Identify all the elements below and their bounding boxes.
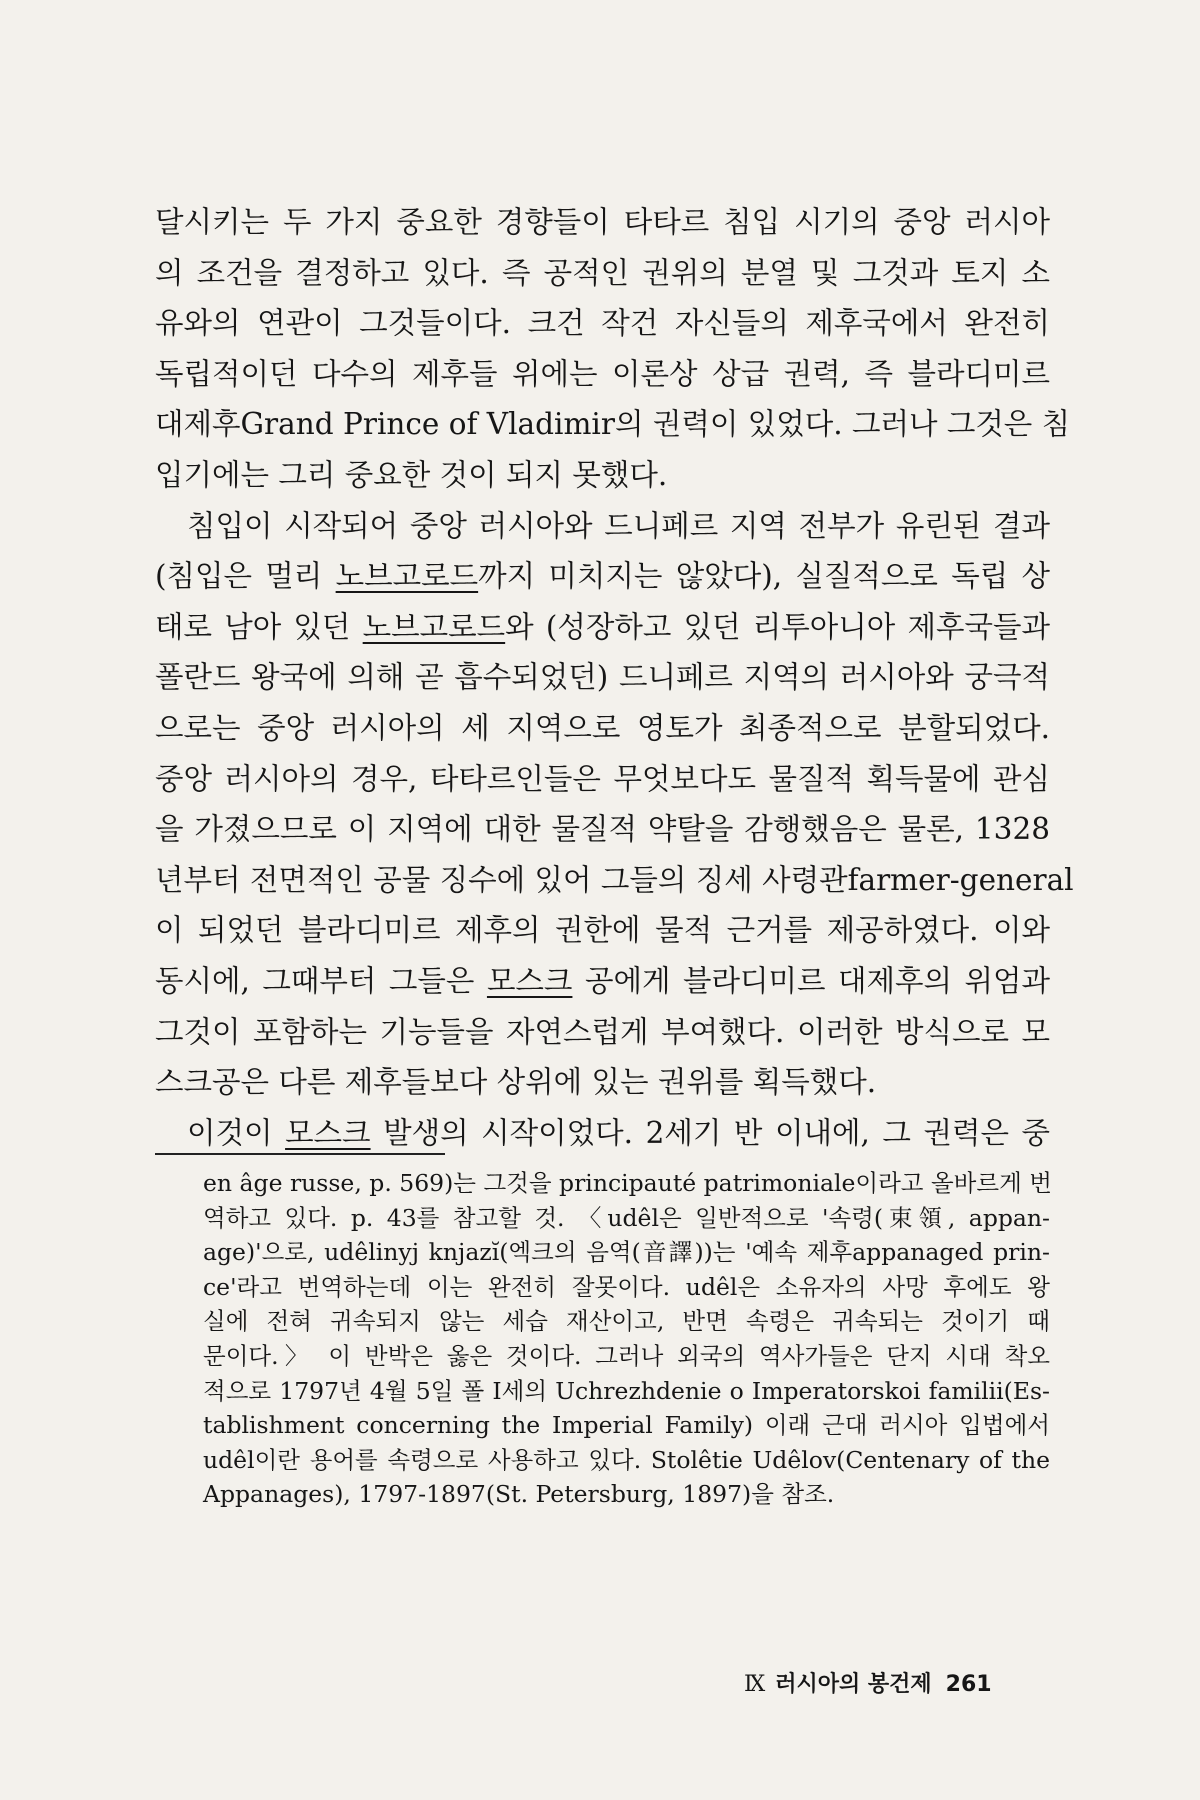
body-line: 의 조건을 결정하고 있다. 즉 공적인 권위의 분열 및 그것과 토지 소 xyxy=(155,255,1050,290)
body-line: 대제후Grand Prince of Vladimir의 권력이 있었다. 그러나 그것은 침 xyxy=(155,407,1071,442)
body-line: 그것이 포함하는 기능들을 자연스럽게 부여했다. 이러한 방식으로 모 xyxy=(155,1014,1050,1049)
body-line: 스크공은 다른 제후들보다 상위에 있는 권위를 획득했다. xyxy=(155,1065,877,1100)
body-line: 독립적이던 다수의 제후들 위에는 이론상 상급 권력, 즉 블라디미르 xyxy=(155,356,1050,391)
underlined-place-name: 모스크 xyxy=(285,1115,371,1150)
body-line: 으로는 중앙 러시아의 세 지역으로 영토가 최종적으로 분할되었다. xyxy=(155,710,1050,745)
footnote-block xyxy=(203,1166,1050,1512)
underlined-place-name: 노브고로드 xyxy=(362,609,506,644)
footnote-line: age)'으로, udêlinyj knjazĭ(엑크의 음역(音譯))는 '예속 제후appanaged prin- xyxy=(203,1238,1050,1267)
body-line xyxy=(155,1108,1050,1159)
body-line: 년부터 전면적인 공물 징수에 있어 그들의 징세 사령관farmer-general xyxy=(155,862,1074,897)
footnote-line: 실에 전혀 귀속되지 않는 세습 재산이고, 반면 속령은 귀속되는 것이기 때 xyxy=(203,1307,1050,1336)
body-line: 침입이 시작되어 중앙 러시아와 드니페르 지역 전부가 유린된 결과 xyxy=(187,508,1050,543)
chapter-title: 러시아의 봉건제 xyxy=(775,1672,932,1697)
footnote-divider xyxy=(155,1153,445,1155)
footnote-line: 역하고 있다. p. 43를 참고할 것. 〈udêl은 일반적으로 '속령(束領, appan- xyxy=(203,1203,1050,1232)
running-footer xyxy=(744,1667,992,1698)
footnote-line: 적으로 1797년 4월 5일 폴 I세의 Uchrezhdenie o Imperatorskoi familii(Es- xyxy=(203,1376,1050,1405)
body-line xyxy=(155,602,1050,653)
body-line: 폴란드 왕국에 의해 곧 흡수되었던) 드니페르 지역의 러시아와 궁극적 xyxy=(155,660,1050,695)
body-line xyxy=(155,956,1050,1007)
text-run: 태로 남아 있던 xyxy=(155,609,363,644)
underlined-place-name: 노브고로드 xyxy=(335,559,479,594)
body-line: 입기에는 그리 중요한 것이 되지 못했다. xyxy=(155,457,668,492)
text-run: 공에게 블라디미르 대제후의 위엄과 xyxy=(572,963,1050,998)
underlined-place-name: 모스크 xyxy=(486,963,573,998)
footnote-line: tablishment concerning the Imperial Family) 이래 근대 러시아 입법에서 xyxy=(203,1411,1050,1440)
text-run: 발생의 시작이었다. 2세기 반 이내에, 그 권력은 중 xyxy=(370,1115,1051,1150)
footnote-line: ce'라고 번역하는데 이는 완전히 잘못이다. udêl은 소유자의 사망 후에도 왕 xyxy=(203,1272,1050,1301)
body-line: 이 되었던 블라디미르 제후의 권한에 물적 근거를 제공하였다. 이와 xyxy=(155,913,1050,948)
body-text xyxy=(155,197,1074,1158)
footnote-line: 문이다.〉 이 반박은 옳은 것이다. 그러나 외국의 역사가들은 단지 시대 착오 xyxy=(203,1341,1050,1370)
text-run: 동시에, 그때부터 그들은 xyxy=(155,963,487,998)
page-number: 261 xyxy=(945,1672,992,1697)
text-run: 까지 미치지는 않았다), 실질적으로 독립 상 xyxy=(478,559,1051,594)
body-line: 중앙 러시아의 경우, 타타르인들은 무엇보다도 물질적 획득물에 관심 xyxy=(155,761,1050,796)
text-run: 이것이 xyxy=(187,1115,286,1150)
body-line: 을 가졌으므로 이 지역에 대한 물질적 약탈을 감행했음은 물론, 1328 xyxy=(155,812,1050,847)
body-line xyxy=(155,551,1050,602)
text-run: (침입은 멀리 xyxy=(155,559,336,594)
body-line: 유와의 연관이 그것들이다. 크건 작건 자신들의 제후국에서 완전히 xyxy=(155,306,1050,341)
footnote-line: en âge russe, p. 569)는 그것을 principauté patrimoniale이라고 올바르게 번 xyxy=(203,1169,1052,1197)
body-line: 달시키는 두 가지 중요한 경향들이 타타르 침입 시기의 중앙 러시아 xyxy=(155,205,1050,239)
text-run: 와 (성장하고 있던 리투아니아 제후국들과 xyxy=(505,609,1050,644)
chapter-number: Ⅸ xyxy=(744,1672,766,1697)
footnote-line: udêl이란 용어를 속령으로 사용하고 있다. Stolêtie Udêlov(Centenary of the xyxy=(203,1445,1050,1474)
footnote-line: Appanages), 1797-1897(St. Petersburg, 1897)을 참조. xyxy=(203,1480,835,1509)
